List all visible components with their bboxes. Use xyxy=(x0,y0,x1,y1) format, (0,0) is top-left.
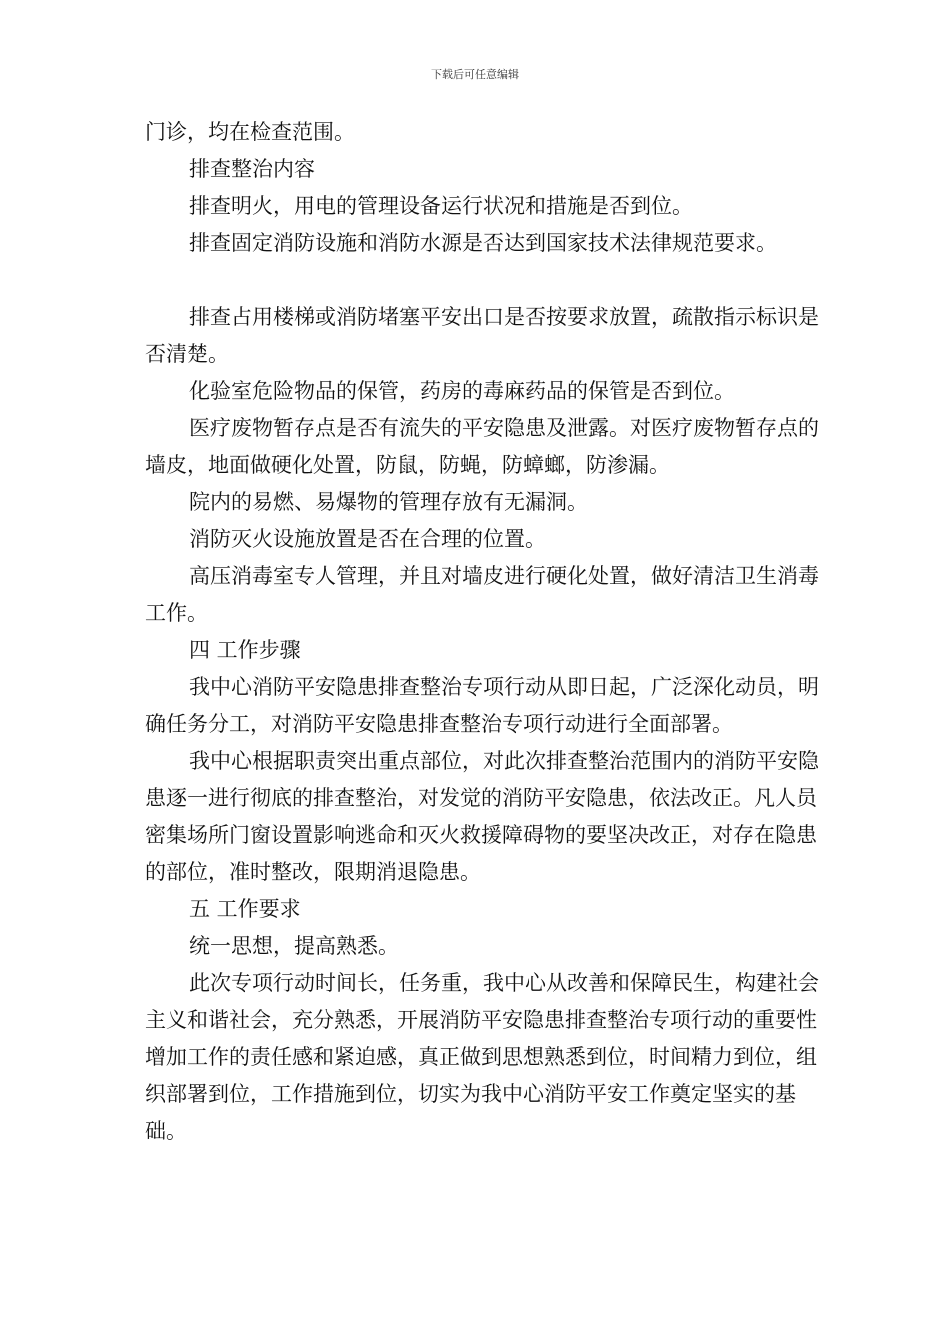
paragraph: 高压消毒室专人管理，并且对墙皮进行硬化处置，做好清洁卫生消毒工作。 xyxy=(145,564,819,625)
section-heading: 四 工作步骤 xyxy=(189,638,301,662)
blank-line xyxy=(145,262,825,299)
paragraph: 门诊，均在检查范围。 xyxy=(145,120,355,144)
paragraph: 我中心根据职责突出重点部位，对此次排查整治范围内的消防平安隐患逐一进行彻底的排查整治，对发觉的消防平安隐患，依法改正。凡人员密集场所门窗设置影响逃命和灭火救援障碍物的要坚决改正，对存在隐患的部位，准时整改，限期消退隐患。 xyxy=(145,749,819,884)
paragraph: 此次专项行动时间长，任务重，我中心从改善和保障民生，构建社会主义和谐社会，充分熟悉，开展消防平安隐患排查整治专项行动的重要性增加工作的责任感和紧迫感，真正做到思想熟悉到位，时间精力到位，组织部署到位，工作措施到位，切实为我中心消防平安工作奠定坚实的基础。 xyxy=(145,971,819,1143)
paragraph: 医疗废物暂存点是否有流失的平安隐患及泄露。对医疗废物暂存点的墙皮，地面做硬化处置，防鼠，防蝇，防蟑螂，防渗漏。 xyxy=(145,416,819,477)
section-heading: 排查整治内容 xyxy=(189,157,315,181)
paragraph: 我中心消防平安隐患排查整治专项行动从即日起，广泛深化动员，明确任务分工，对消防平安隐患排查整治专项行动进行全面部署。 xyxy=(145,675,819,736)
paragraph: 化验室危险物品的保管，药房的毒麻药品的保管是否到位。 xyxy=(189,379,735,403)
page-header: 下载后可任意编辑 xyxy=(431,68,519,81)
paragraph: 排查明火，用电的管理设备运行状况和措施是否到位。 xyxy=(189,194,693,218)
paragraph: 统一思想，提高熟悉。 xyxy=(189,934,399,958)
paragraph: 消防灭火设施放置是否在合理的位置。 xyxy=(189,527,546,551)
paragraph: 排查固定消防设施和消防水源是否达到国家技术法律规范要求。 xyxy=(189,231,777,255)
document-body xyxy=(145,114,825,1150)
paragraph: 院内的易燃、易爆物的管理存放有无漏洞。 xyxy=(189,490,588,514)
paragraph: 排查占用楼梯或消防堵塞平安出口是否按要求放置，疏散指示标识是否清楚。 xyxy=(145,305,819,366)
section-heading: 五 工作要求 xyxy=(189,897,301,921)
